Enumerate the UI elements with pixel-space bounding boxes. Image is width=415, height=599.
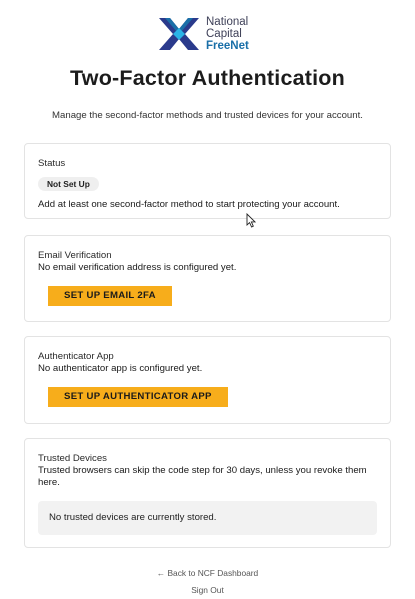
- sign-out-link[interactable]: Sign Out: [191, 585, 224, 595]
- mouse-pointer-icon: [246, 213, 257, 228]
- trusted-devices-text: Trusted browsers can skip the code step for 30 days, unless you revoke them here.: [38, 465, 367, 488]
- status-heading: Status: [38, 158, 66, 169]
- trusted-devices-heading: Trusted Devices: [38, 453, 107, 464]
- status-card: [24, 143, 391, 219]
- logo-line-1: National: [206, 16, 249, 28]
- status-text: Add at least one second-factor method to start protecting your account.: [38, 199, 340, 210]
- authenticator-app-text: No authenticator app is configured yet.: [38, 363, 203, 374]
- ncf-logo-mark-icon: [159, 16, 199, 52]
- status-badge: Not Set Up: [38, 177, 99, 191]
- email-verification-text: No email verification address is configured yet.: [38, 262, 237, 273]
- setup-authenticator-app-button[interactable]: SET UP AUTHENTICATOR APP: [48, 387, 228, 407]
- logo-line-2: Capital: [206, 28, 242, 40]
- trusted-devices-card: [24, 438, 391, 548]
- email-verification-card: [24, 235, 391, 322]
- ncf-logo-text: [206, 16, 249, 52]
- authenticator-app-heading: Authenticator App: [38, 351, 114, 362]
- back-to-dashboard-link[interactable]: ← Back to NCF Dashboard: [156, 568, 259, 578]
- page-subtitle: Manage the second-factor methods and trusted devices for your account.: [52, 110, 363, 121]
- ncf-logo: [159, 16, 249, 52]
- page-title: Two-Factor Authentication: [70, 66, 345, 90]
- setup-email-2fa-button[interactable]: SET UP EMAIL 2FA: [48, 286, 172, 306]
- authenticator-app-card: [24, 336, 391, 424]
- email-verification-heading: Email Verification: [38, 250, 112, 261]
- trusted-devices-empty-state: No trusted devices are currently stored.: [38, 501, 377, 535]
- logo-line-3: FreeNet: [206, 40, 249, 52]
